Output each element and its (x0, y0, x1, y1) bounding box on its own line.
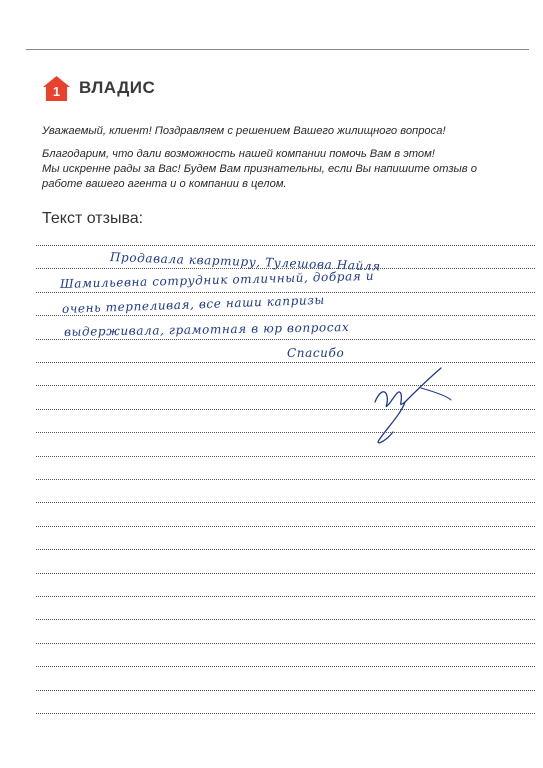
greeting-line: Уважаемый, клиент! Поздравляем с решением Вашего жилищного вопроса! (42, 125, 446, 137)
handwritten-line-5: Спасибо (287, 346, 345, 360)
ruled-line (36, 502, 535, 503)
ruled-line (36, 315, 535, 316)
ruled-line (36, 245, 535, 246)
ruled-line (36, 526, 535, 527)
ruled-line (36, 362, 535, 363)
ruled-line (36, 643, 535, 644)
top-divider (26, 49, 529, 50)
logo-digit: 1 (52, 83, 61, 99)
request-line: Мы искренне рады за Вас! Будем Вам признательны, если Вы напишите отзыв о работе вашего агента и о компании в целом. (42, 163, 477, 190)
signature-icon (365, 362, 455, 447)
brand-name: ВЛАДИС (79, 78, 156, 97)
review-heading: Текст отзыва: (42, 210, 144, 227)
intro-text (42, 124, 512, 192)
handwritten-line-3: очень терпеливая, все наши капризы (61, 292, 325, 316)
ruled-line (36, 619, 535, 620)
brand-header (42, 74, 155, 102)
ruled-line (36, 549, 535, 550)
ruled-line (36, 409, 535, 410)
ruled-line (36, 432, 535, 433)
ruled-line (36, 596, 535, 597)
thanks-line: Благодарим, что дали возможность нашей компании помочь Вам в этом! (42, 148, 435, 160)
ruled-line (36, 479, 535, 480)
ruled-line (36, 292, 535, 293)
ruled-line (36, 339, 535, 340)
handwritten-line-4: выдерживала, грамотная в юр вопросах (63, 320, 350, 339)
ruled-line (36, 385, 535, 386)
ruled-line (36, 456, 535, 457)
handwritten-line-1: Продавала квартиру, Тулешова Найля (109, 250, 381, 274)
ruled-line (36, 666, 535, 667)
handwritten-line-2: Шамильевна сотрудник отличный, добрая и (59, 268, 375, 291)
house-logo-icon (42, 75, 71, 102)
ruled-line (36, 690, 535, 691)
ruled-line (36, 573, 535, 574)
ruled-line (36, 713, 535, 714)
